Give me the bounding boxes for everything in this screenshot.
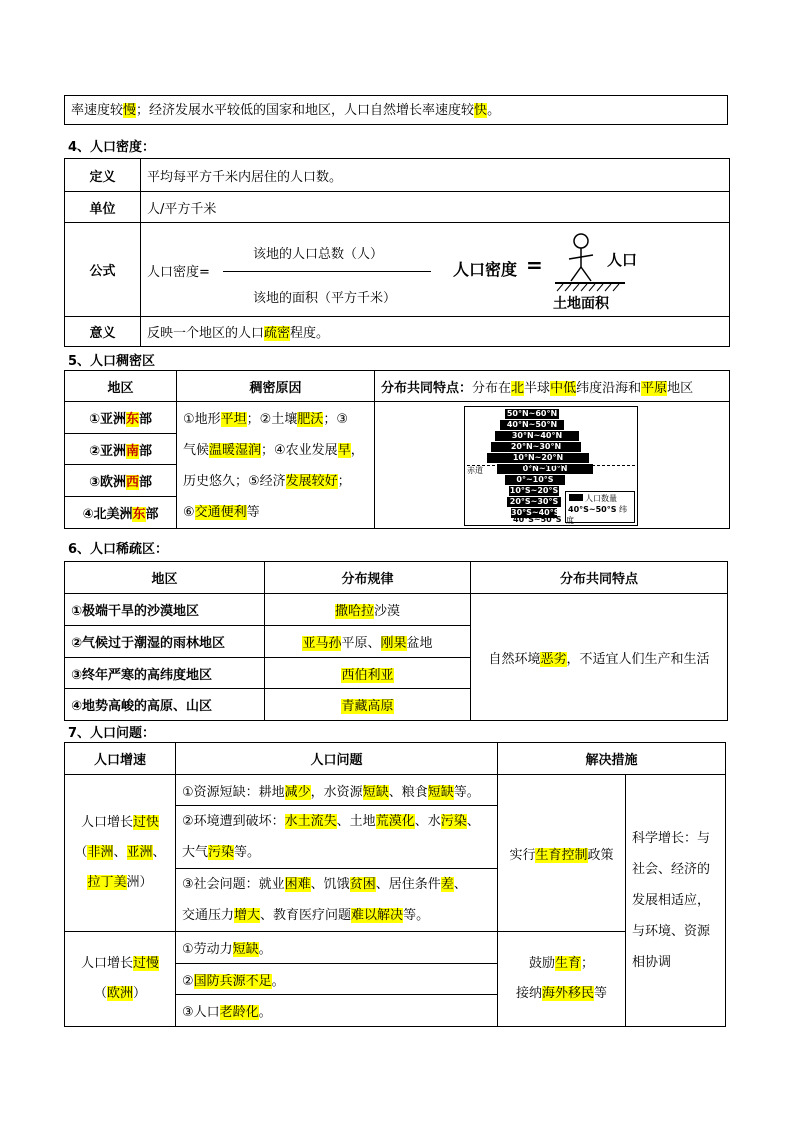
highlighted-text: 过快 — [133, 815, 160, 830]
common-text: 纬度沿海和 — [576, 380, 642, 396]
text-segment: 、粮食 — [388, 784, 428, 800]
highlighted-text: 海外移民 — [541, 986, 594, 1001]
fast-growth-cell — [65, 775, 176, 932]
density-table — [64, 158, 730, 347]
text-segment: 、 — [113, 845, 127, 860]
highlighted-text: 早 — [337, 443, 351, 458]
sparse-region: ③终年严寒的高纬度地区 — [65, 658, 265, 689]
text-segment: ⑥ — [183, 505, 195, 520]
intro-text: 。 — [487, 103, 501, 118]
text-segment: 交通压力 — [182, 908, 235, 923]
highlighted-text: 肥沃 — [297, 412, 324, 427]
highlighted-text: 亚马孙 — [302, 636, 342, 651]
text-segment: （ — [93, 986, 107, 1001]
text-segment: ②亚洲 — [88, 443, 126, 459]
common-label: 分布共同特点： — [381, 380, 473, 396]
highlighted-text: 差 — [440, 877, 454, 892]
text-segment: （ — [74, 845, 88, 860]
text-segment: ③欧洲 — [88, 475, 126, 491]
highlighted-text: 国防兵源不足 — [193, 973, 272, 989]
band-40-50S-label: 40°S~50°S — [513, 515, 562, 524]
highlighted-text: 发展较好 — [285, 474, 338, 489]
formula-left: 人口密度= — [147, 265, 210, 280]
band-30-40S: 30°S~40°S — [511, 508, 560, 517]
text-segment: 部 — [139, 475, 153, 491]
text-segment: 、饥饿 — [310, 877, 350, 892]
sparse-head-rule: 分布规律 — [265, 562, 471, 594]
highlighted-text: 难以解决 — [351, 908, 404, 923]
band-30-40N: 30°N~40°N — [495, 431, 579, 441]
highlighted-text: 短缺 — [232, 942, 259, 957]
dense-area-table — [64, 370, 730, 529]
text-line: 发展相适应， — [632, 893, 711, 908]
section-4-title: 4、人口密度： — [68, 140, 156, 155]
intro-highlight-slow: 慢 — [123, 103, 137, 118]
text-segment: ，水资源 — [310, 784, 363, 800]
band-20-30S: 20°S~30°S — [507, 497, 561, 507]
band-0-10S: 0°~10°S — [505, 475, 565, 485]
text-segment: 。 — [258, 1005, 272, 1020]
text-segment: ） — [133, 986, 147, 1001]
text-segment: 人口增长 — [80, 815, 133, 830]
meaning-label: 意义 — [65, 317, 141, 347]
meaning-text: 程度。 — [290, 326, 330, 341]
diagram-population-label: 人口 — [607, 251, 638, 269]
sparse-region: ④地势高峻的高原、山区 — [65, 689, 265, 721]
highlighted-text: 平坦 — [220, 412, 247, 427]
text-segment: 政策 — [587, 847, 614, 863]
intro-text: 率速度较 — [71, 103, 124, 118]
text-segment: 等 — [246, 505, 260, 520]
text-segment: 、土地 — [336, 814, 376, 829]
highlighted-text: 生育 — [554, 956, 581, 971]
highlighted-text: 荒漠化 — [375, 814, 415, 829]
band-10-20N: 10°N~20°N — [487, 453, 589, 463]
text-segment: 。 — [258, 942, 272, 957]
text-line: 科学增长：与 — [632, 831, 711, 846]
band-40-50N: 40°N~50°N — [500, 420, 564, 430]
slow-problem-aging — [176, 995, 498, 1027]
text-segment: 大气 — [182, 845, 209, 860]
highlighted-text: 污染 — [208, 845, 235, 860]
unit-label: 单位 — [65, 192, 141, 223]
unit-value: 人/平方千米 — [141, 192, 730, 223]
fraction-line — [223, 271, 431, 272]
chart-legend — [565, 491, 635, 523]
section-6-title: 6、人口稀疏区： — [68, 542, 169, 557]
definition-label: 定义 — [65, 159, 141, 192]
section-5-title: 5、人口稠密区 — [68, 354, 156, 369]
common-text: 地区 — [667, 380, 694, 396]
dense-head-reason: 稠密原因 — [177, 371, 375, 402]
highlighted-text: 短缺 — [427, 784, 454, 800]
slow-problem-defense — [176, 964, 498, 995]
fast-problem-resource — [176, 775, 498, 806]
text-segment: ①资源短缺：耕地 — [182, 784, 285, 800]
text-segment: ①劳动力 — [182, 942, 233, 957]
legend-swatch — [569, 494, 583, 501]
highlighted-text: 增大 — [234, 908, 261, 923]
highlighted-text: 温暖湿润 — [209, 443, 262, 458]
dense-head-common — [375, 371, 730, 402]
formula-label: 公式 — [65, 223, 141, 317]
slow-measure-cell — [498, 932, 626, 1027]
sparse-rule — [265, 626, 471, 658]
text-segment: 鼓励 — [528, 956, 555, 971]
highlighted-text: 短缺 — [362, 784, 389, 800]
meaning-highlight: 疏密 — [264, 326, 291, 341]
problem-head-problem: 人口问题 — [176, 743, 498, 775]
highlighted-text: 污染 — [440, 814, 467, 829]
text-segment: 接纳 — [515, 986, 542, 1001]
highlighted-text: 东 — [125, 412, 139, 428]
dense-head-region: 地区 — [65, 371, 177, 402]
sparse-region: ②气候过于潮湿的雨林地区 — [65, 626, 265, 658]
population-problem-table — [64, 742, 726, 1027]
text-segment: ①地形 — [183, 412, 221, 427]
common-text: 分布在 — [472, 380, 512, 396]
fast-measure-cell — [498, 775, 626, 932]
meaning-value — [141, 317, 730, 347]
dense-reasons-cell — [177, 402, 375, 529]
legend-sample: 40°S~50°S — [568, 505, 617, 514]
fast-problem-social — [176, 869, 498, 932]
highlighted-text: 刚果 — [380, 636, 407, 651]
highlighted-text: 拉丁美 — [87, 875, 127, 890]
text-segment: 气候 — [183, 443, 210, 458]
common-highlight: 北 — [511, 380, 525, 396]
text-segment: 部 — [139, 443, 153, 459]
text-segment: 、 — [466, 814, 480, 829]
text-segment: 部 — [139, 412, 153, 428]
text-segment: 自然环境 — [488, 651, 541, 667]
sparse-head-region: 地区 — [65, 562, 265, 594]
text-segment: 、 — [152, 845, 166, 860]
text-segment: ， — [350, 443, 364, 458]
sparse-region: ①极端干旱的沙漠地区 — [65, 594, 265, 626]
sparse-rule — [265, 689, 471, 721]
population-latitude-chart-cell — [375, 402, 730, 529]
text-segment: ③社会问题：就业 — [182, 877, 285, 892]
highlighted-text: 减少 — [284, 784, 311, 800]
text-segment: ； — [337, 474, 351, 489]
band-0-10N: 0°N~10°N — [497, 464, 593, 474]
highlighted-text: 南 — [125, 443, 139, 459]
highlighted-text: 东 — [132, 506, 146, 522]
intro-highlight-fast: 快 — [474, 103, 488, 118]
highlighted-text: 生育控制 — [535, 847, 588, 863]
highlighted-text: 恶劣 — [540, 651, 567, 667]
section-7-title: 7、人口问题： — [68, 726, 156, 741]
text-segment: 历史悠久；⑤经济 — [183, 474, 286, 489]
highlighted-text: 撒哈拉 — [334, 604, 374, 619]
text-segment: 平原、 — [341, 636, 381, 651]
text-line: 与环境、资源 — [632, 924, 711, 939]
text-segment: 洲） — [126, 875, 153, 890]
formula-numerator: 该地的人口总数（人） — [253, 247, 384, 262]
text-segment: ②环境遭到破坏： — [182, 814, 285, 829]
highlighted-text: 非洲 — [87, 845, 114, 860]
text-line: 相协调 — [632, 955, 672, 970]
text-segment: 盆地 — [406, 636, 433, 651]
definition-value: 平均每平方千米内居住的人口数。 — [141, 159, 730, 192]
text-segment: 等 — [594, 986, 608, 1001]
slow-problem-labor — [176, 932, 498, 964]
text-segment: ③人口 — [182, 1005, 220, 1020]
text-segment: 实行 — [509, 847, 536, 863]
sparse-common-cell — [471, 594, 728, 721]
dense-region-row — [65, 402, 177, 434]
problem-head-measure: 解决措施 — [498, 743, 726, 775]
problem-head-growth: 人口增速 — [65, 743, 176, 775]
slow-growth-cell — [65, 932, 176, 1027]
text-segment: 、教育医疗问题 — [260, 908, 352, 923]
intro-text: ；经济发展水平较低的国家和地区，人口自然增长率速度较 — [136, 103, 475, 118]
sparse-rule — [265, 594, 471, 626]
text-segment: 等。 — [453, 784, 480, 800]
highlighted-text: 老龄化 — [219, 1005, 259, 1020]
text-segment: 、居住条件 — [375, 877, 441, 892]
text-segment: 等。 — [403, 908, 430, 923]
meaning-text: 反映一个地区的人口 — [147, 326, 265, 341]
highlighted-text: 西伯利亚 — [341, 667, 394, 683]
text-segment: ② — [182, 973, 194, 989]
equator-label: 赤道 — [467, 466, 483, 475]
equator-line — [467, 465, 635, 466]
population-latitude-chart — [464, 406, 638, 526]
text-segment: 、水 — [414, 814, 441, 829]
highlighted-text: 贫困 — [349, 877, 376, 892]
text-segment: ；④农业发展 — [261, 443, 338, 458]
diagram-density-label: 人口密度 — [453, 260, 518, 279]
band-20-30N: 20°N~30°N — [491, 442, 581, 452]
text-segment: 人口增长 — [80, 956, 133, 971]
text-segment: ；③ — [323, 412, 348, 427]
latitude-label: 纬度 — [566, 505, 628, 525]
dense-region-row — [65, 434, 177, 465]
band-10-20S: 10°S~20°S — [509, 486, 559, 495]
band-50-60N: 50°N~60°N — [506, 409, 558, 418]
dense-region-row — [65, 465, 177, 496]
sparse-rule — [265, 658, 471, 689]
legend-label: 人口数量 — [585, 494, 617, 503]
common-highlight: 中低 — [550, 380, 577, 396]
text-segment: 部 — [145, 506, 159, 522]
science-growth-cell — [626, 775, 726, 1027]
highlighted-text: 交通便利 — [194, 505, 247, 520]
highlighted-text: 西 — [125, 475, 139, 491]
text-segment: ； — [581, 956, 595, 971]
text-segment: 。 — [271, 973, 285, 989]
text-segment: ，不适宜人们生产和生活 — [566, 651, 710, 667]
highlighted-text: 过慢 — [133, 956, 160, 971]
highlighted-text: 亚洲 — [126, 845, 153, 860]
common-text: 半球 — [524, 380, 551, 396]
highlighted-text: 困难 — [284, 877, 311, 892]
formula-denominator: 该地的面积（平方千米） — [253, 291, 397, 306]
text-line: 社会、经济的 — [632, 862, 711, 877]
highlighted-text: 水土流失 — [284, 814, 337, 829]
diagram-land-label: 土地面积 — [553, 296, 609, 312]
intro-box — [64, 95, 728, 125]
highlighted-text: 欧洲 — [106, 986, 133, 1001]
text-segment: 、 — [453, 877, 467, 892]
dense-region-row — [65, 496, 177, 528]
sparse-area-table — [64, 561, 728, 721]
text-segment: 等。 — [234, 845, 261, 860]
text-segment: ①亚洲 — [88, 412, 126, 428]
text-segment: ；②土壤 — [246, 412, 298, 427]
diagram-equals: = — [526, 253, 543, 277]
common-highlight: 平原 — [641, 380, 668, 396]
fast-problem-environment — [176, 806, 498, 869]
sparse-head-common: 分布共同特点 — [471, 562, 728, 594]
text-segment: 沙漠 — [374, 604, 401, 619]
text-segment: ④北美洲 — [82, 506, 133, 522]
highlighted-text: 青藏高原 — [341, 699, 394, 714]
